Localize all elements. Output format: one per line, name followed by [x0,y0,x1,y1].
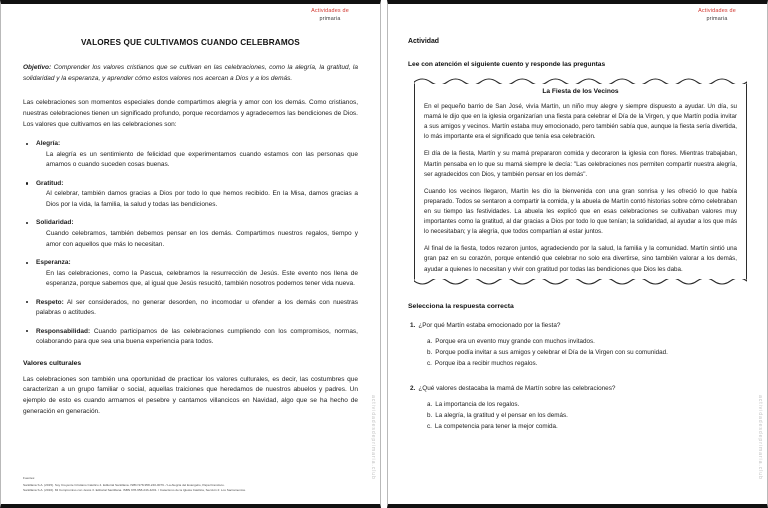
option-item[interactable] [427,348,743,359]
option-letter: c. [427,359,432,367]
value-term: Esperanza: [36,259,71,267]
value-term: Responsabilidad: [36,327,91,335]
option-letter: c. [427,423,432,430]
value-body: En las celebraciones, como la Pascua, celebramos la resurrección de Jesús. Este evento nos llena de esperanza, porque sabemos que, al igual que Jesús resucitó, también nosotros podemos tener vida nueva. [46,269,358,288]
brand-line-2: primaria [319,15,341,22]
question-number: 1. [410,321,416,329]
question-text [410,321,747,331]
list-item [23,258,358,290]
value-term: Gratitud: [36,179,64,187]
option-letter: a. [427,338,433,346]
page-title: VALORES QUE CULTIVAMOS CUANDO CELEBRAMOS [81,38,300,47]
story-title: La Fiesta de los Vecinos [542,88,619,95]
story-paragraph: Al final de la fiesta, todos rezaron juntos, agradeciendo por la salud, la familia y la comunidad. Martín sintió una gran paz en su corazón, porque entendió que celebrar no solo era divertirse, sino también valorar a los demás, ayudar a quienes lo necesitan y vivir con gratitud por todas las bendiciones que Dios les daba. [424,245,737,273]
option-list [410,337,747,369]
story-box [414,77,747,286]
option-item[interactable] [427,422,743,433]
list-item [23,298,358,319]
value-term: Respeto: [36,298,64,306]
objective-label: Objetivo: [23,64,52,71]
scallop-bottom-border-icon [414,279,747,286]
story-paragraph: El día de la fiesta, Martín y su mamá prepararon comida y decoraron la iglesia con flores. Mientras trabajaban, Martín pensaba en lo que su mamá siempre le decía: "Las celebraciones nos permiten compartir nuestra alegría, ser agradecidos con Dios, y también pensar en los demás". [424,150,737,178]
option-text: Porque era un evento muy grande con muchos invitados. [435,338,595,346]
option-text: La importancia de los regalos. [435,401,520,409]
option-item[interactable] [427,411,743,422]
objective-paragraph [23,63,358,84]
question-prompt: ¿Qué valores destacaba la mamá de Martín sobre las celebraciones? [418,384,616,392]
question-text [410,384,747,394]
list-item [23,327,358,348]
story-paragraph: En el pequeño barrio de San José, vivía Martín, un niño muy alegre y siempre dispuesto a ayudar. Un día, su mamá le dijo que en la iglesia organizarían una fiesta para celebrar el Día de la Virgen, y que Martín podía invitar a sus amigos y vecinos. Martín estaba muy emocionado, pero también sabía que, aunque la fiesta sería divertida, lo más importante era el significado que tenía esa celebración. [424,103,737,141]
option-text: La alegría, la gratitud y el pensar en los demás. [435,412,568,420]
cultural-values-paragraph: Las celebraciones son también una oportunidad de practicar los valores culturales, es decir, las costumbres que caracterizan a un grupo familiar o social, aquellas traiciones que heredamos de nuestros abuelos y padres. Un ejemplo de esto es cuando armamos el pesebre y cantamos villancicos en Navidad, algo que se ha hecho de generación en generación. [23,375,358,415]
list-item [23,218,358,250]
question-prompt: ¿Por qué Martín estaba emocionado por la fiesta? [418,321,561,329]
question-block [410,384,747,433]
option-text: La competencia para tener la mejor comida. [434,423,558,430]
objective-text: Comprender los valores cristianos que se cultivan en las celebraciones, como la alegría, la gratitud, la solidaridad y la esperanza, y aprender cómo estos valores nos acercan a Dios y a los demás. [23,64,358,82]
sources-footer [23,476,358,494]
option-text: Porque podía invitar a sus amigos y celebrar el Día de la Virgen con su comunidad. [435,349,668,357]
value-body: Al ser considerados, no generar desorden, no incomodar u ofender a los demás con nuestras palabras o actitudes. [36,298,358,317]
brand-logo [681,8,753,24]
option-letter: a. [427,401,433,409]
select-answer-heading: Selecciona la respuesta correcta [408,302,514,310]
watermark-left: actividadesdeprimaria.club [370,395,376,480]
values-list [23,139,358,347]
option-text: Porque iba a recibir muchos regalos. [434,359,538,367]
list-item [23,139,358,171]
value-body: Cuando participamos de las celebraciones cumpliendo con los compromisos, normas, colaborando para que sea una buena experiencia para todos. [36,327,358,346]
option-letter: b. [427,412,433,420]
brand-logo [294,8,366,24]
option-item[interactable] [427,359,743,370]
option-item[interactable] [427,400,743,411]
option-list [410,400,747,432]
question-block [410,321,747,370]
intro-paragraph: Las celebraciones son momentos especiales donde compartimos alegría y amor con los demás. Como cristianos, nuestras celebraciones tienen un significado profundo, porque recordamos y agradecemos las bendiciones de Dios. Los valores que cultivamos en las celebraciones son: [23,99,358,128]
story-body [414,84,747,279]
left-page [0,0,381,508]
source-entry: Santillana S.A. (2015). Soy Creyente Cristiano Católico 4. Editorial Santillana. ISBN 978-958-240-0079. / La Alegría del Evangelio, Papa Francisco. [23,482,225,487]
sources-label: Fuentes: [23,476,36,481]
option-letter: b. [427,349,433,357]
value-term: Solidaridad: [36,219,74,227]
activity-heading: Actividad [408,38,440,45]
value-body: Al celebrar, también damos gracias a Dios por todo lo que hemos recibido. En la Misa, damos gracias a Dios por la vida, la familia, la salud y todas las bendiciones. [46,190,358,208]
watermark-right: actividadesdeprimaria.club [757,395,763,480]
source-entry: Santillana S.A. (2016). Mi Compromiso con Jesús 3. Editorial Santillana. ISBN 978-958-243-4201. / Catecismo de la Iglesia Católica, Sección 2: Los Sacramentos. [23,488,246,493]
cultural-values-heading: Valores culturales [23,359,82,367]
question-number: 2. [410,384,416,392]
right-page [387,0,768,508]
value-body: La alegría es un sentimiento de felicidad que experimentamos cuando estamos con las personas que amamos o cuando suceden cosas buenas. [46,150,358,169]
brand-line-1: Actividades de [311,8,349,14]
instruction-text: Lee con atención el siguiente cuento y responde las preguntas [408,61,606,68]
brand-line-1: Actividades de [698,8,736,14]
value-body: Cuando celebramos, también debemos pensar en los demás. Compartimos nuestros regalos, tiempo y amor con aquellos que más lo necesitan. [46,229,358,248]
brand-line-2: primaria [706,15,728,22]
option-item[interactable] [427,337,743,348]
value-term: Alegría: [36,140,61,148]
list-item [23,179,358,211]
scallop-top-border-icon [414,77,747,84]
story-paragraph: Cuando los vecinos llegaron, Martín les dio la bienvenida con una gran sonrisa y les ofreció lo que había preparado. Todos se sentaron a compartir la comida, y la abuela de Martín contó historias sobre cómo celebraban en su tiempo las festividades. La abuela les explicó que en esas celebraciones se cultivaban valores muy importantes como la gratitud, al dar gracias a Dios por todo lo que tenían; la solidaridad, al ayudar a los que más lo necesitaban; y la alegría, que todos compartían al estar juntos. [424,187,737,236]
